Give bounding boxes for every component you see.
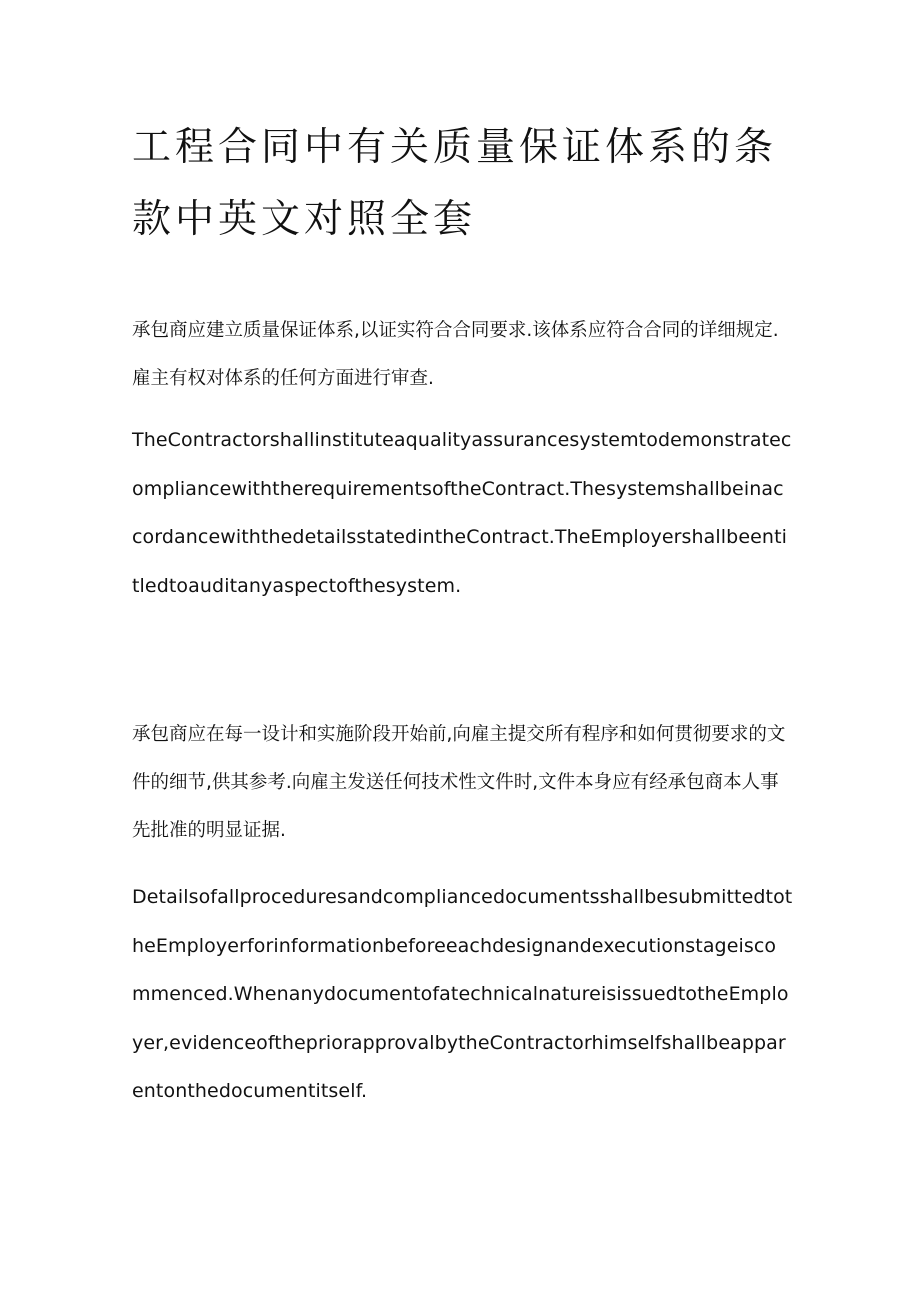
document-title: 工程合同中有关质量保证体系的条款中英文对照全套 bbox=[132, 125, 778, 242]
clause-2-chinese: 承包商应在每一设计和实施阶段开始前,向雇主提交所有程序和如何贯彻要求的文件的细节,供其参考.向雇主发送任何技术性文件时,文件本身应有经承包商本人事先批准的明显证据. bbox=[132, 724, 786, 841]
clause-2-english: DetailsofallproceduresandcompliancedocumentsshallbesubmittedtotheEmployerforinformationbeforeeachdesignandexecutionstageiscommenced.WhenanydocumentofatechnicalnatureisissuedtotheEmployer,evidenceofthepriorapprovalbytheContractorhimselfshallbeapparentonthedocumentitself. bbox=[132, 886, 793, 1102]
clause-1-english: TheContractorshallinstituteaqualityassurancesystemtodemonstratecompliancewiththerequirementsoftheContract.ThesystemshallbeinaccordancewiththedetailsstatedintheContract.TheEmployershallbeentitledtoauditanyaspectofthesystem. bbox=[132, 429, 792, 597]
clause-1-chinese: 承包商应建立质量保证体系,以证实符合合同要求.该体系应符合合同的详细规定.雇主有权对体系的任何方面进行审查. bbox=[132, 320, 779, 389]
